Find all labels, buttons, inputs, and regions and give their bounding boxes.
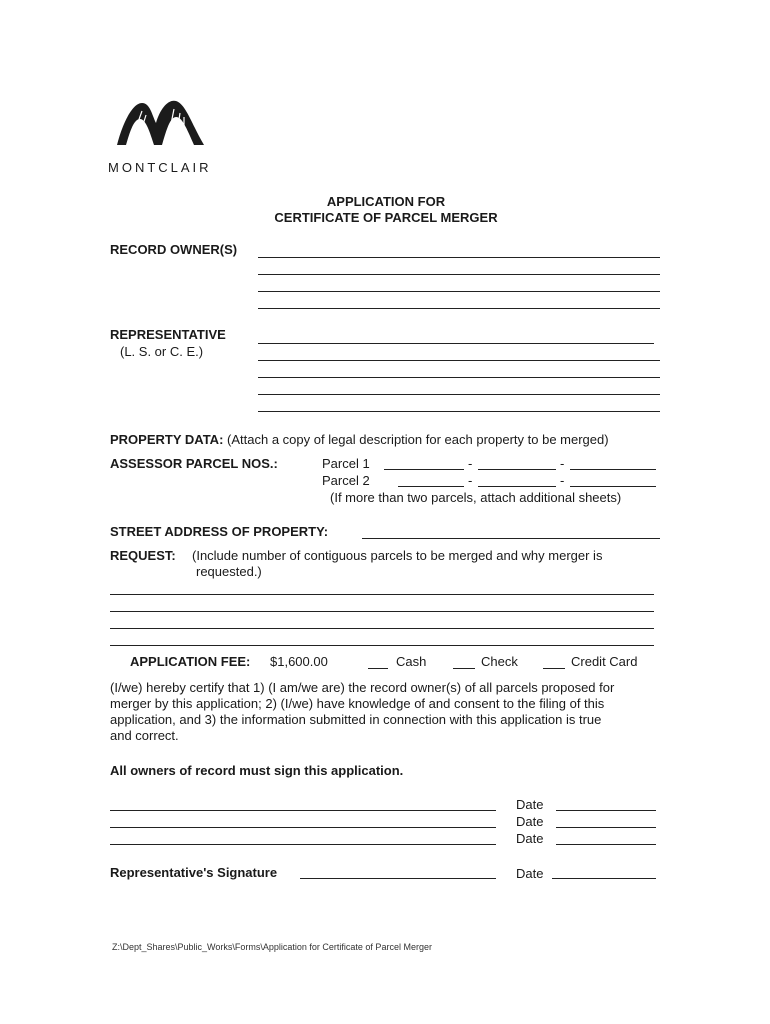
certification-line1: (I/we) hereby certify that 1) (I am/we are) the record owner(s) of all parcels proposed for: [110, 680, 615, 695]
footer-file-path: Z:\Dept_Shares\Public_Works\Forms\Application for Certificate of Parcel Merger: [112, 942, 432, 952]
representative-field-5[interactable]: [258, 411, 660, 412]
record-owner-field-3[interactable]: [258, 291, 660, 292]
application-fee-amount: $1,600.00: [270, 654, 328, 669]
date-label-3: Date: [516, 831, 544, 846]
certification-line4: and correct.: [110, 728, 179, 743]
parcel1-dash-2: -: [560, 456, 565, 471]
date-label-1: Date: [516, 797, 544, 812]
parcel1-field-c[interactable]: [570, 469, 656, 470]
parcel1-label: Parcel 1: [322, 456, 370, 471]
cash-checkbox[interactable]: [368, 668, 388, 669]
assessor-parcel-label: ASSESSOR PARCEL NOS.:: [110, 456, 278, 471]
parcel2-label: Parcel 2: [322, 473, 370, 488]
owner-signature-field-2[interactable]: [110, 827, 496, 828]
parcel2-dash-1: -: [468, 473, 473, 488]
property-data-note: (Attach a copy of legal description for each property to be merged): [227, 432, 609, 447]
credit-card-checkbox[interactable]: [543, 668, 565, 669]
record-owner-field-2[interactable]: [258, 274, 660, 275]
owner-signature-field-3[interactable]: [110, 844, 496, 845]
owner-signature-field-1[interactable]: [110, 810, 496, 811]
date-field-3[interactable]: [556, 844, 656, 845]
form-title-line2: CERTIFICATE OF PARCEL MERGER: [274, 210, 498, 225]
record-owner-field-4[interactable]: [258, 308, 660, 309]
record-owners-label: RECORD OWNER(S): [110, 242, 238, 257]
request-note-line2: requested.): [196, 564, 262, 579]
request-field-3[interactable]: [110, 628, 654, 629]
request-label: REQUEST:: [110, 548, 176, 563]
parcel1-field-a[interactable]: [384, 469, 464, 470]
parcel2-field-a[interactable]: [398, 486, 464, 487]
check-label: Check: [481, 654, 518, 669]
form-title-line1: APPLICATION FOR: [326, 194, 446, 209]
representative-field-3[interactable]: [258, 377, 660, 378]
additional-parcels-note: (If more than two parcels, attach additional sheets): [330, 490, 622, 505]
owners-sign-notice: All owners of record must sign this application.: [110, 763, 404, 778]
record-owner-field-1[interactable]: [258, 257, 660, 258]
date-field-1[interactable]: [556, 810, 656, 811]
date-field-rep[interactable]: [552, 878, 656, 879]
representative-signature-field[interactable]: [300, 878, 496, 879]
montclair-mountain-icon: [112, 95, 212, 155]
property-data-row: [110, 432, 609, 447]
property-data-label: PROPERTY DATA:: [110, 432, 224, 447]
request-field-1[interactable]: [110, 594, 654, 595]
representative-sublabel: (L. S. or C. E.): [120, 344, 204, 359]
request-note-line1: (Include number of contiguous parcels to be merged and why merger is: [192, 548, 603, 563]
request-field-4[interactable]: [110, 645, 654, 646]
representative-field-1[interactable]: [258, 343, 654, 344]
date-label-2: Date: [516, 814, 544, 829]
certification-line3: application, and 3) the information submitted in connection with this application is true: [110, 712, 602, 727]
montclair-logo: [112, 95, 212, 155]
representative-signature-label: Representative's Signature: [110, 865, 278, 880]
parcel2-field-c[interactable]: [570, 486, 656, 487]
representative-label: REPRESENTATIVE: [110, 327, 226, 342]
date-field-2[interactable]: [556, 827, 656, 828]
cash-label: Cash: [396, 654, 427, 669]
representative-field-2[interactable]: [258, 360, 660, 361]
street-address-field[interactable]: [362, 538, 660, 539]
request-field-2[interactable]: [110, 611, 654, 612]
logo-text: MONTCLAIR: [108, 160, 212, 175]
application-fee-label: APPLICATION FEE:: [130, 654, 251, 669]
street-address-label: STREET ADDRESS OF PROPERTY:: [110, 524, 329, 539]
parcel1-field-b[interactable]: [478, 469, 556, 470]
credit-card-label: Credit Card: [571, 654, 638, 669]
representative-field-4[interactable]: [258, 394, 660, 395]
parcel1-dash-1: -: [468, 456, 473, 471]
parcel2-field-b[interactable]: [478, 486, 556, 487]
check-checkbox[interactable]: [453, 668, 475, 669]
parcel2-dash-2: -: [560, 473, 565, 488]
date-label-rep: Date: [516, 866, 544, 881]
certification-line2: merger by this application; 2) (I/we) have knowledge of and consent to the filing of this: [110, 696, 605, 711]
